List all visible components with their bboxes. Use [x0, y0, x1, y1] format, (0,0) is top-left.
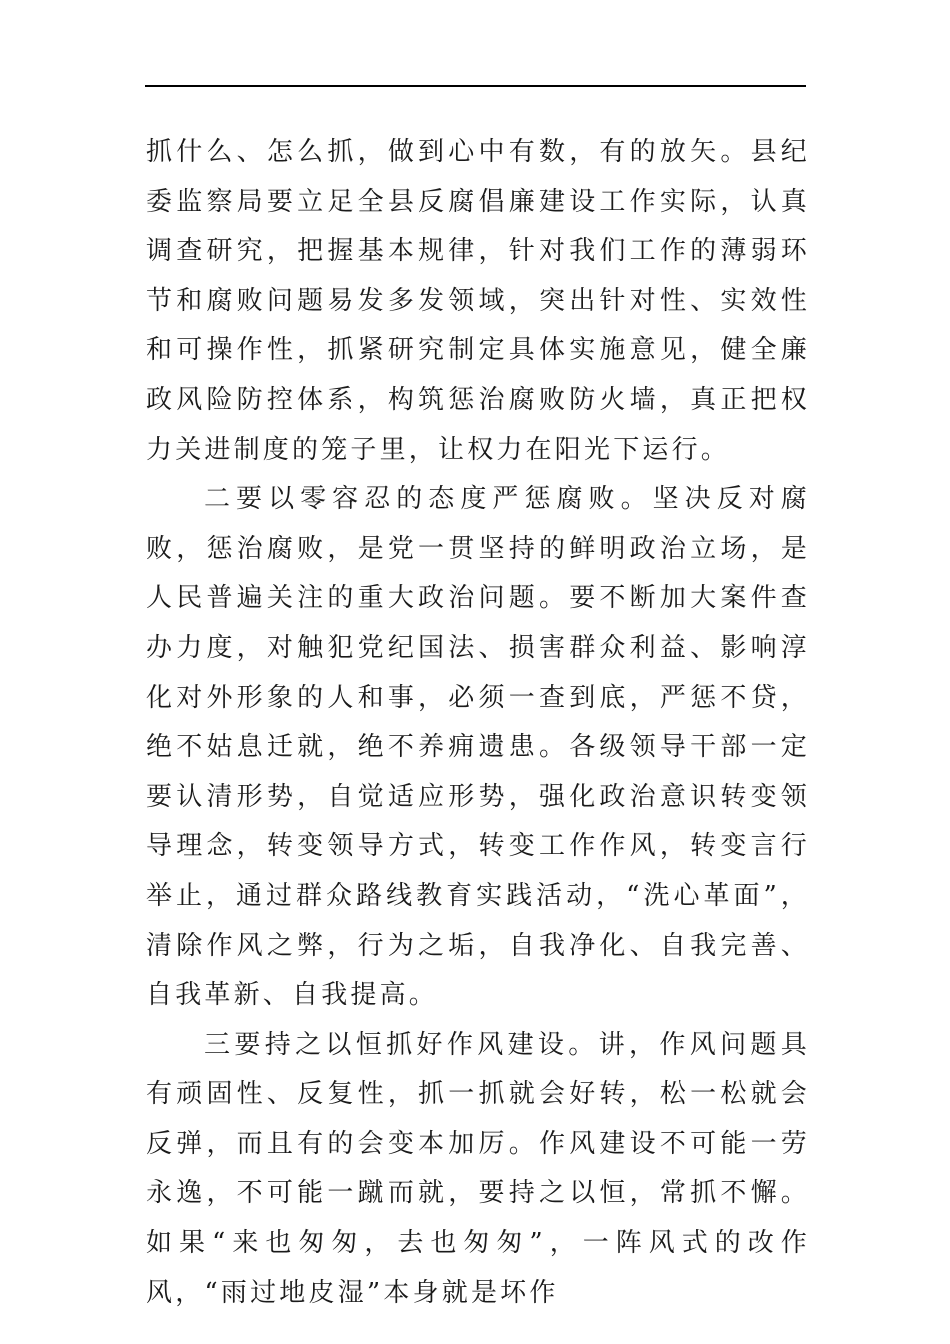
- body-text: [146, 128, 810, 1318]
- paragraph-2: 二要以零容忍的态度严惩腐败。坚决反对腐败，惩治腐败，是党一贯坚持的鲜明政治立场，是人民普遍关注的重大政治问题。要不断加大案件查办力度，对触犯党纪国法、损害群众利益、影响淳化对外形象的人和事，必须一查到底，严惩不贷，绝不姑息迁就，绝不养痈遗患。各级领导干部一定要认清形势，自觉适应形势，强化政治意识转变领导理念，转变领导方式，转变工作作风，转变言行举止，通过群众路线教育实践活动，“洗心革面”，清除作风之弊，行为之垢，自我净化、自我完善、自我革新、自我提高。: [146, 484, 810, 1011]
- paragraph-1: 抓什么、怎么抓，做到心中有数，有的放矢。县纪委监察局要立足全县反腐倡廉建设工作实际，认真调查研究，把握基本规律，针对我们工作的薄弱环节和腐败问题易发多发领域，突出针对性、实效性和可操作性，抓紧研究制定具体实施意见，健全廉政风险防控体系，构筑惩治腐败防火墙，真正把权力关进制度的笼子里，让权力在阳光下运行。: [146, 137, 810, 465]
- paragraph-3: 三要持之以恒抓好作风建设。讲，作风问题具有顽固性、反复性，抓一抓就会好转，松一松就会反弹，而且有的会变本加厉。作风建设不可能一劳永逸，不可能一蹴而就，要持之以恒，常抓不懈。如果“来也匆匆，去也匆匆”，一阵风式的改作风，“雨过地皮湿”本身就是坏作: [146, 1029, 810, 1308]
- header-rule: [145, 85, 806, 87]
